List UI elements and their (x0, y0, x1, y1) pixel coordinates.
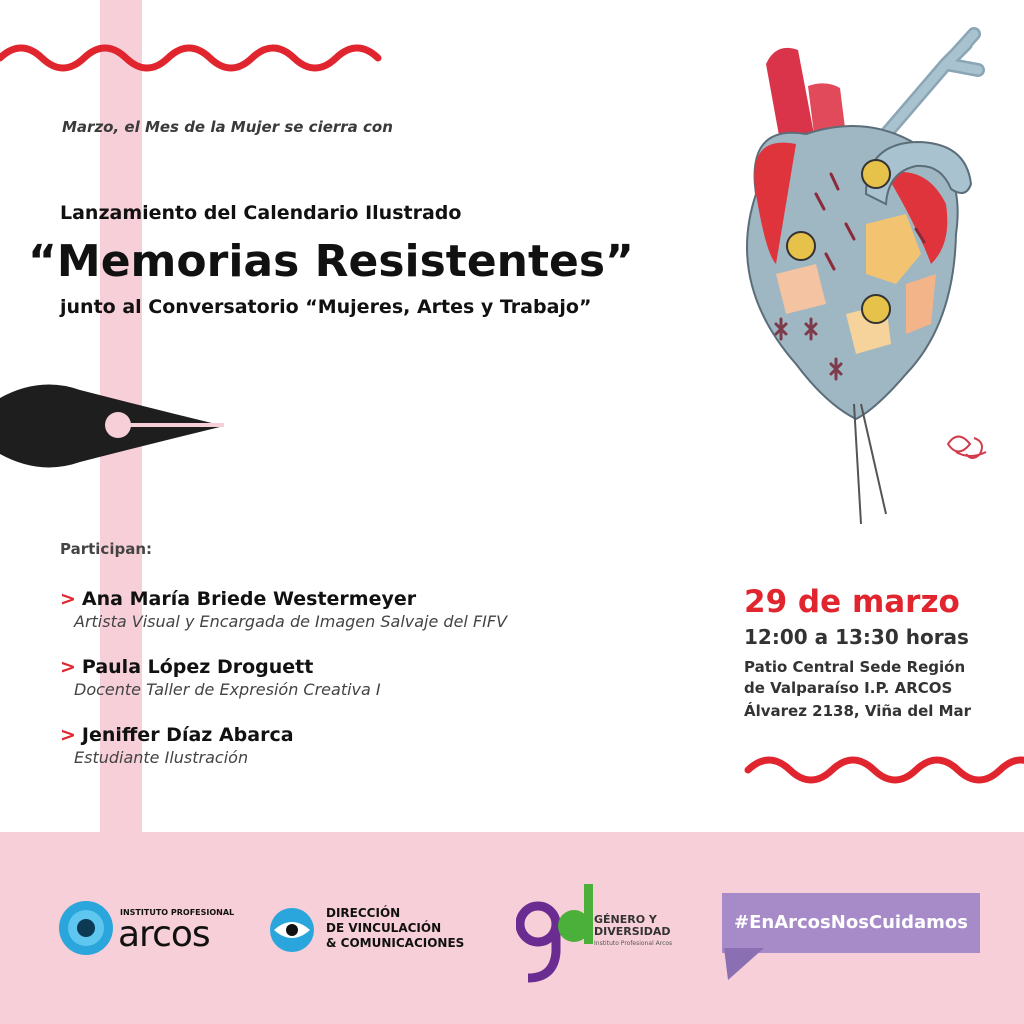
dvc-line-3: & COMUNICACIONES (326, 936, 465, 950)
dvc-line-1: DIRECCIÓN (326, 906, 401, 920)
event-date: 29 de marzo (744, 584, 960, 620)
participant-item (60, 656, 381, 699)
chevron-right-icon: > (60, 724, 76, 746)
heart-illustration (716, 24, 1016, 534)
eye-iris-icon (58, 900, 114, 956)
arcos-wordmark: arcos (118, 914, 210, 955)
participant-name: Paula López Droguett (81, 656, 314, 678)
place-line-2: de Valparaíso I.P. ARCOS (744, 679, 953, 697)
arcos-small-text: INSTITUTO PROFESIONAL (120, 908, 235, 917)
participant-role: Estudiante Ilustración (74, 748, 249, 767)
gd-line-2: DIVERSIDAD (594, 925, 671, 938)
participant-name-row (60, 724, 294, 746)
dvc-logo (268, 902, 488, 962)
participant-item (60, 724, 294, 767)
participant-name-row (60, 656, 381, 678)
arcos-logo (58, 898, 238, 960)
bottom-wave-decoration (744, 748, 1024, 788)
pen-nib-icon (0, 378, 230, 478)
event-time: 12:00 a 13:30 horas (744, 625, 969, 649)
launch-text: Lanzamiento del Calendario Ilustrado (60, 202, 462, 224)
participants-heading: Participan: (60, 540, 152, 558)
gd-text (594, 914, 671, 938)
gd-line-1: GÉNERO Y (594, 913, 657, 926)
hashtag-text: #EnArcosNosCuidamos (734, 912, 968, 933)
dvc-text (326, 906, 464, 951)
hashtag-badge (722, 893, 980, 953)
subtitle: junto al Conversatorio “Mujeres, Artes y Trabajo” (60, 296, 592, 318)
main-title: “Memorias Resistentes” (28, 236, 634, 287)
participant-item (60, 588, 507, 631)
chevron-right-icon: > (60, 588, 76, 610)
eye-icon (268, 906, 316, 954)
event-place (744, 657, 965, 699)
intro-text: Marzo, el Mes de la Mujer se cierra con (62, 118, 393, 136)
participant-role: Artista Visual y Encargada de Imagen Salvaje del FIFV (74, 612, 508, 631)
participant-name: Ana María Briede Westermeyer (81, 588, 417, 610)
dvc-line-2: DE VINCULACIÓN (326, 921, 442, 935)
place-line-1: Patio Central Sede Región (744, 658, 966, 676)
participant-name-row (60, 588, 507, 610)
gd-monogram-icon (516, 878, 596, 988)
gd-subtext: Instituto Profesional Arcos (594, 940, 673, 947)
speech-tail-icon (724, 948, 764, 984)
top-wave-decoration (0, 38, 384, 78)
participant-role: Docente Taller de Expresión Creativa I (74, 680, 381, 699)
participant-name: Jeniffer Díaz Abarca (81, 724, 294, 746)
genero-diversidad-logo (516, 878, 686, 988)
event-address: Álvarez 2138, Viña del Mar (744, 702, 972, 720)
chevron-right-icon: > (60, 656, 76, 678)
